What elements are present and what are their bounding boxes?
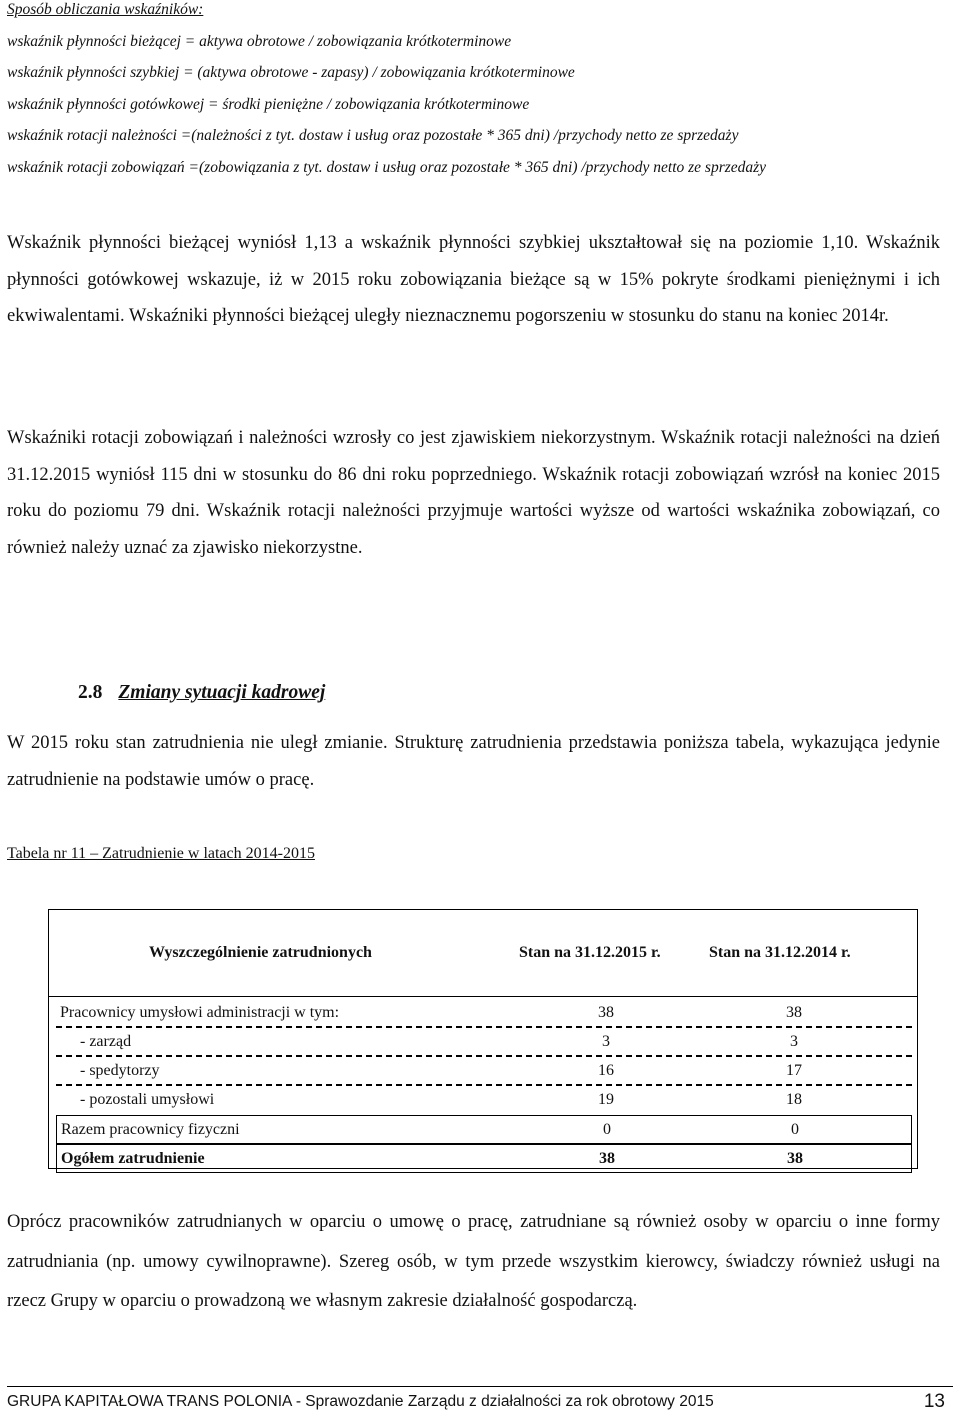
method-line: wskaźnik płynności bieżącej = aktywa obrotowe / zobowiązania krótkoterminowe: [7, 32, 512, 50]
row-value-2015: 0: [603, 1121, 611, 1138]
page-number: 13: [923, 1391, 945, 1412]
row-label: - pozostali umysłowi: [80, 1091, 215, 1108]
table-row: [56, 1057, 912, 1086]
section-heading: [78, 682, 325, 704]
table-row: [56, 1115, 912, 1144]
methods-title: Sposób obliczania wskaźników:: [7, 1, 204, 18]
table-body: [56, 999, 912, 1173]
row-value-2014: 38: [786, 1004, 802, 1021]
header-2014: Stan na 31.12.2014 r.: [709, 944, 851, 961]
section-title: Zmiany sytuacji kadrowej: [118, 682, 326, 703]
row-label: Ogółem zatrudnienie: [61, 1150, 205, 1167]
turnover-paragraph: Wskaźniki rotacji zobowiązań i należności wzrosły co jest zjawiskiem niekorzystnym. Wskaźnik rotacji należności na dzień 31.12.2015 wyniósł 115 dni w stosunku do 86 dni roku poprzedniego. Wskaźnik rotacji zobowiązań wzrósł na koniec 2015 roku do poziomu 79 dni. Wskaźnik rotacji należności przyjmuje wartości wyższe od wartości wskaźnika zobowiązań, co również należy uznać za zjawisko niekorzystne.: [7, 428, 940, 558]
row-label: Pracownicy umysłowi administracji w tym:: [60, 1004, 340, 1021]
ratio-methods: [7, 0, 953, 178]
page-footer: [7, 1386, 953, 1415]
table-header: [49, 910, 917, 997]
row-value-2014: 17: [786, 1062, 802, 1079]
row-value-2015: 38: [599, 1150, 615, 1167]
row-value-2014: 3: [790, 1033, 798, 1050]
liquidity-paragraph: Wskaźnik płynności bieżącej wyniósł 1,13 a wskaźnik płynności szybkiej ukształtował się na poziomie 1,10. Wskaźnik płynności gotówkowej wskazuje, iż w 2015 roku zobowiązania bieżące są w 15% pokryte środkami pieniężnymi i ich ekwiwalentami. Wskaźniki płynności bieżącej uległy nieznacznemu pogorszeniu w stosunku do stanu na koniec 2014r.: [7, 233, 940, 326]
method-line: wskaźnik płynności gotówkowej = środki pieniężne / zobowiązania krótkoterminowe: [7, 95, 530, 113]
row-value-2015: 3: [602, 1033, 610, 1050]
table-row: [56, 1086, 912, 1115]
header-category: Wyszczególnienie zatrudnionych: [149, 944, 372, 961]
header-2015: Stan na 31.12.2015 r.: [519, 944, 661, 961]
row-value-2015: 38: [598, 1004, 614, 1021]
table-row-total: [56, 1144, 912, 1173]
row-label: Razem pracownicy fizyczni: [61, 1121, 240, 1138]
section-number: 2.8: [78, 682, 103, 703]
row-value-2015: 16: [598, 1062, 614, 1079]
table-caption: Tabela nr 11 – Zatrudnienie w latach 2014-2015: [7, 845, 315, 862]
table-row: [56, 999, 912, 1028]
row-label: - zarząd: [80, 1033, 132, 1050]
row-value-2015: 19: [598, 1091, 614, 1108]
row-value-2014: 18: [786, 1091, 802, 1108]
row-label: - spedytorzy: [80, 1062, 160, 1079]
row-value-2014: 0: [791, 1121, 799, 1138]
method-line: wskaźnik rotacji zobowiązań =(zobowiązania z tyt. dostaw i usług oraz pozostałe * 365 dni) /przychody netto ze sprzedaży: [7, 158, 767, 176]
table-row: [56, 1028, 912, 1057]
method-line: wskaźnik płynności szybkiej = (aktywa obrotowe - zapasy) / zobowiązania krótkoterminowe: [7, 64, 575, 82]
method-line: wskaźnik rotacji należności =(należności z tyt. dostaw i usług oraz pozostałe * 365 dni) /przychody netto ze sprzedaży: [7, 127, 739, 145]
employment-intro-paragraph: W 2015 roku stan zatrudnienia nie uległ zmianie. Strukturę zatrudnienia przedstawia poniższa tabela, wykazująca jedynie zatrudnienie na podstawie umów o pracę.: [7, 733, 940, 790]
footer-text: GRUPA KAPITAŁOWA TRANS POLONIA - Sprawozdanie Zarządu z działalności za rok obrotowy 2015: [7, 1393, 714, 1410]
row-value-2014: 38: [787, 1150, 803, 1167]
other-employment-paragraph: Oprócz pracowników zatrudnianych w oparciu o umowę o pracę, zatrudniane są również osoby w oparciu o inne formy zatrudniania (np. umowy cywilnoprawne). Szereg osób, w tym przede wszystkim kierowcy, świadczy również usługi na rzecz Grupy w oparciu o prowadzoną we własnym zakresie działalność gospodarczą.: [7, 1212, 940, 1311]
employment-table: [48, 909, 918, 1169]
